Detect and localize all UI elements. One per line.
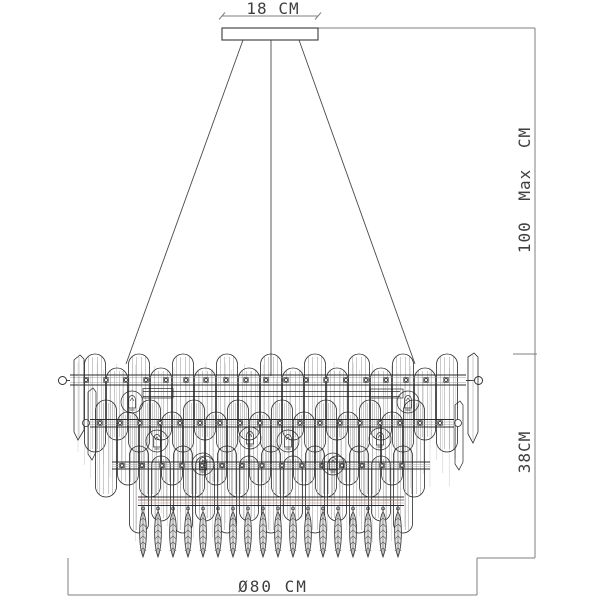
chandelier-body <box>59 353 483 557</box>
suspension-cables <box>126 40 415 376</box>
crystal-drops <box>140 506 402 558</box>
bottom-ring-bar <box>138 497 404 506</box>
mounting-rail-lower <box>112 462 430 469</box>
frame-arms <box>143 389 403 399</box>
ceiling-canopy <box>222 28 318 40</box>
dim-label-fixture-height: 38CM <box>515 430 534 474</box>
dim-label-diameter: Ø80 CM <box>238 577 308 596</box>
dim-label-canopy-width: 18 CM <box>246 0 300 18</box>
dim-label-max-height: 100 Max CM <box>515 126 534 254</box>
